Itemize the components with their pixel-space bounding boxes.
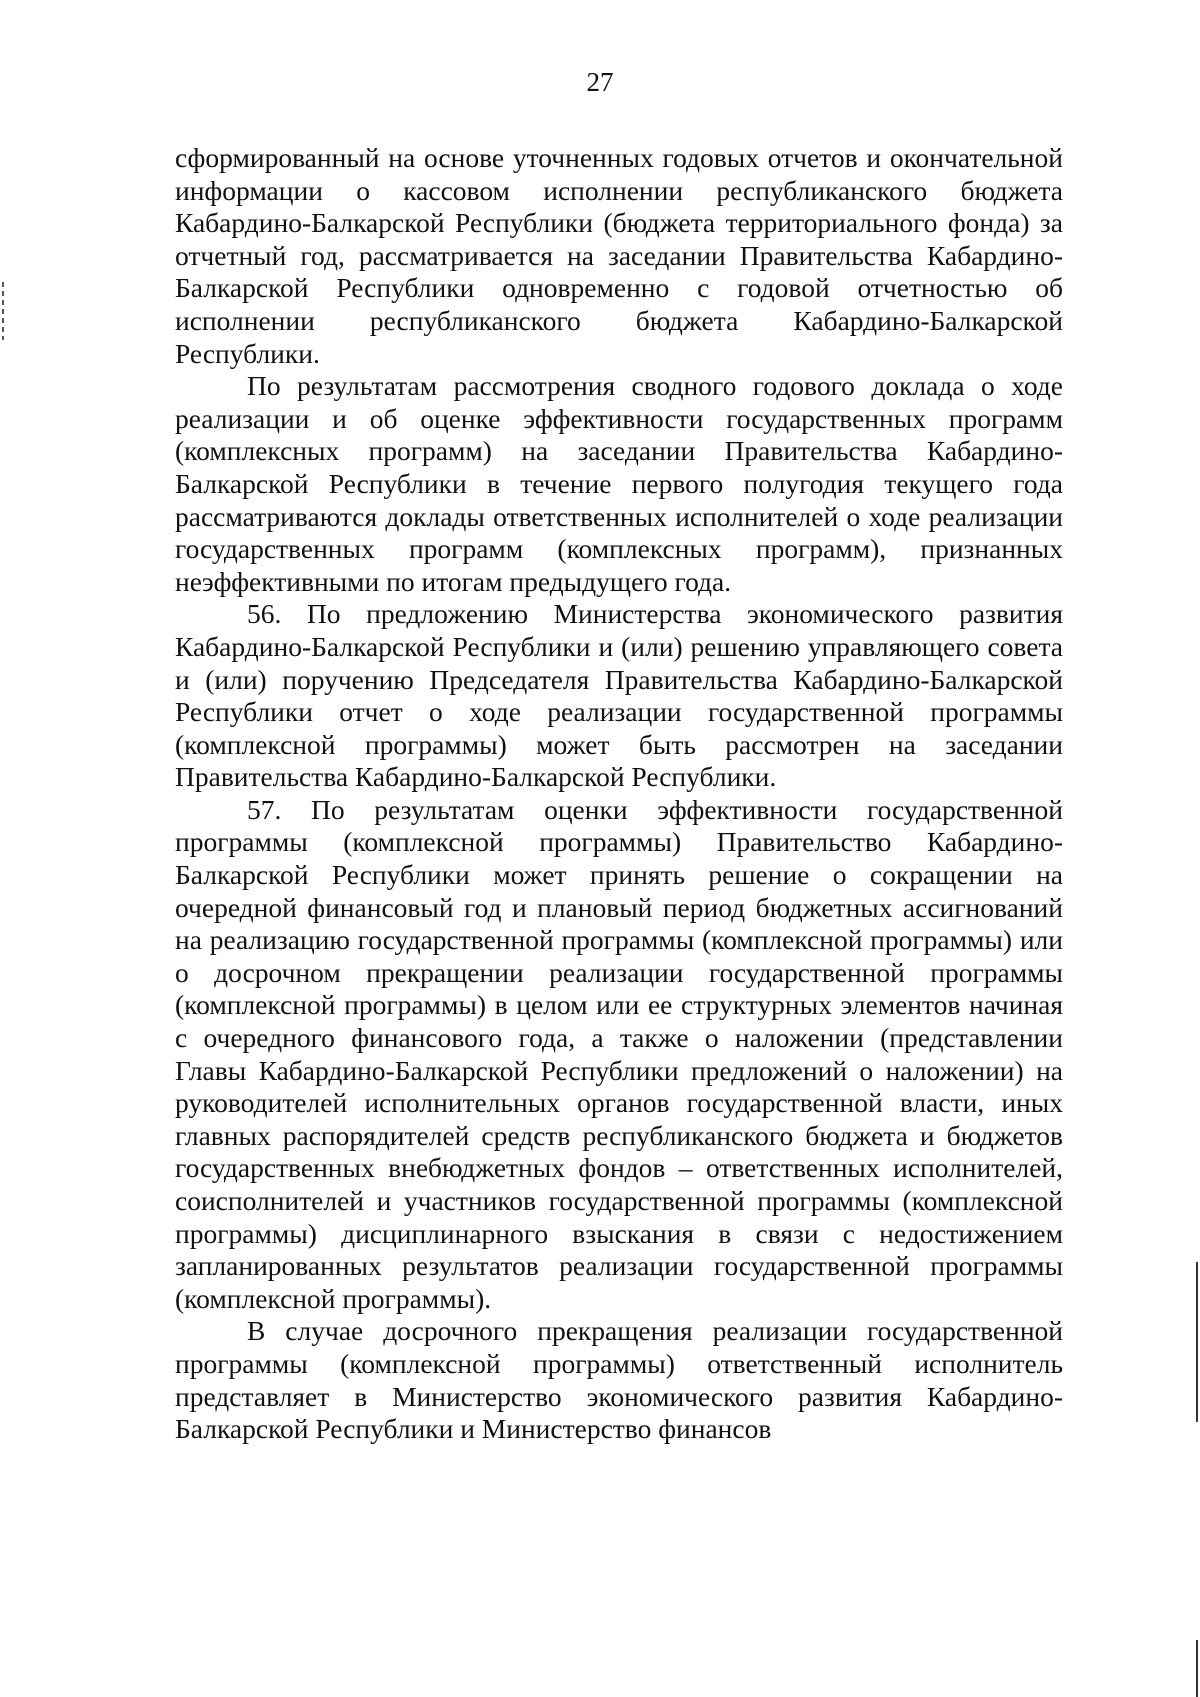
paragraph-item-57: 57. По результатам оценки эффективности государственной программы (комплексной программы) Правительство Кабардино-Балкарской Республики может принять решение о сокращении на очередной финансовый год и плановый период бюджетных ассигнований на реализацию государственной программы (комплексной программы) или о досрочном прекращении реализации государственной программы (комплексной программы) в целом или ее структурных элементов начиная с очередного финансового года, а также о наложении (представлении Главы Кабардино-Балкарской Республики предложений о наложении) на руководителей исполнительных органов государственной власти, иных главных распорядителей средств республиканского бюджета и бюджетов государственных внебюджетных фондов – ответственных исполнителей, соисполнителей и участников государственной программы (комплексной программы) дисциплинарного взыскания в связи с недостижением запланированных результатов реализации государственной программы (комплексной программы).: [175, 793, 1063, 1314]
page-number: 27: [586, 67, 614, 97]
paragraph-report-review: По результатам рассмотрения сводного годового доклада о ходе реализации и об оценке эффективности государственных программ (комплексных программ) на заседании Правительства Кабардино-Балкарской Республики в течение первого полугодия текущего года рассматриваются доклады ответственных исполнителей о ходе реализации государственных программ (комплексных программ), признанных неэффективными по итогам предыдущего года.: [175, 370, 1063, 597]
scan-artifact-right: [1196, 1262, 1198, 1422]
scan-artifact-right-bottom: [1196, 1640, 1198, 1697]
scan-artifact-left: [2, 282, 4, 340]
paragraph-item-56: 56. По предложению Министерства экономического развития Кабардино-Балкарской Республики и (или) решению управляющего совета и (или) поручению Председателя Правительства Кабардино-Балкарской Республики отчет о ходе реализации государственной программы (комплексной программы) может быть рассмотрен на заседании Правительства Кабардино-Балкарской Республики.: [175, 598, 1063, 793]
paragraph-early-termination: В случае досрочного прекращения реализации государственной программы (комплексной программы) ответственный исполнитель представляет в Министерство экономического развития Кабардино-Балкарской Республики и Министерство финансов: [175, 1315, 1063, 1445]
document-body: [175, 142, 1063, 1446]
paragraph-continued: сформированный на основе уточненных годовых отчетов и окончательной информации о кассовом исполнении республиканского бюджета Кабардино-Балкарской Республики (бюджета территориального фонда) за отчетный год, рассматривается на заседании Правительства Кабардино-Балкарской Республики одновременно с годовой отчетностью об исполнении республиканского бюджета Кабардино-Балкарской Республики.: [175, 142, 1063, 369]
